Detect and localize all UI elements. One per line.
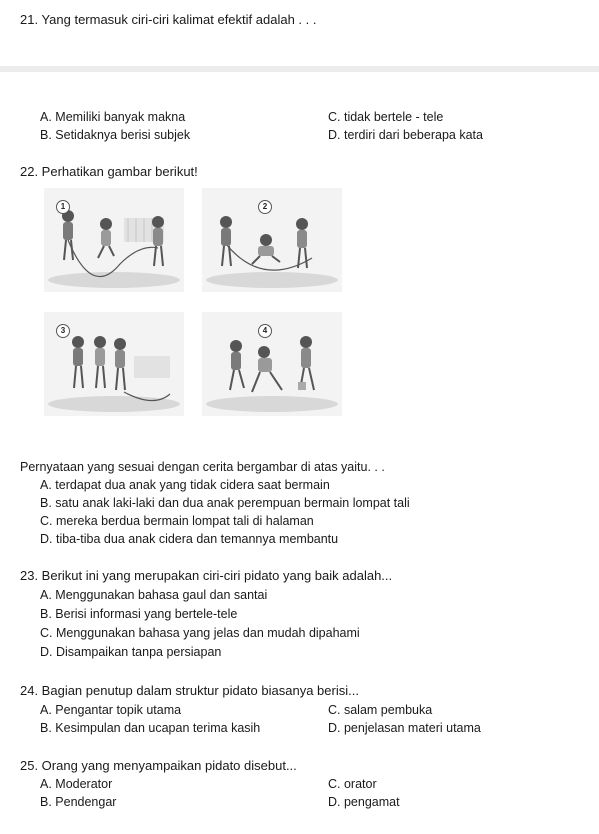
q22-option-c[interactable]: C. mereka berdua bermain lompat tali di halaman [40,514,314,528]
story-panel-1 [44,188,184,292]
story-panel-3 [44,312,184,416]
question-22: 22. Perhatikan gambar berikut! [20,164,198,179]
q24-option-c[interactable]: C. salam pembuka [328,703,433,717]
q25-option-a[interactable]: A. Moderator [40,777,113,791]
panel-number-3: 3 [56,324,70,338]
children-sitting-illustration [202,312,342,416]
panel-number-4: 4 [258,324,272,338]
q22-option-d[interactable]: D. tiba-tiba dua anak cidera dan temannya membantu [40,532,339,546]
child-falls-illustration [202,188,342,292]
q23-option-a[interactable]: A. Menggunakan bahasa gaul dan santai [40,588,268,602]
q21-option-c[interactable]: C. tidak bertele - tele [328,110,444,124]
panel-number-2: 2 [258,200,272,214]
q22-statement: Pernyataan yang sesuai dengan cerita bergambar di atas yaitu. . . [20,460,385,474]
q21-option-a[interactable]: A. Memiliki banyak makna [40,110,186,124]
q24-option-d[interactable]: D. penjelasan materi utama [328,721,481,735]
q25-option-d[interactable]: D. pengamat [328,795,400,809]
q21-option-b[interactable]: B. Setidaknya berisi subjek [40,128,191,142]
q21-option-d[interactable]: D. terdiri dari beberapa kata [328,128,483,142]
q23-option-c[interactable]: C. Menggunakan bahasa yang jelas dan mudah dipahami [40,626,360,640]
q25-option-b[interactable]: B. Pendengar [40,795,117,809]
question-23: 23. Berikut ini yang merupakan ciri-ciri pidato yang baik adalah... [20,568,393,583]
q24-option-b[interactable]: B. Kesimpulan dan ucapan terima kasih [40,721,261,735]
story-panel-2 [202,188,342,292]
q23-option-b[interactable]: B. Berisi informasi yang bertele-tele [40,607,238,621]
panel-number-1: 1 [56,200,70,214]
q22-option-a[interactable]: A. terdapat dua anak yang tidak cidera saat bermain [40,478,330,492]
divider [0,66,599,72]
picture-story-figure [40,180,346,418]
q24-option-a[interactable]: A. Pengantar topik utama [40,703,182,717]
q25-option-c[interactable]: C. orator [328,777,377,791]
q22-option-b[interactable]: B. satu anak laki-laki dan dua anak perempuan bermain lompat tali [40,496,410,510]
story-panel-4 [202,312,342,416]
question-24: 24. Bagian penutup dalam struktur pidato biasanya berisi... [20,683,359,698]
question-21: 21. Yang termasuk ciri-ciri kalimat efektif adalah . . . [20,12,317,27]
q23-option-d[interactable]: D. Disampaikan tanpa persiapan [40,645,222,659]
question-25: 25. Orang yang menyampaikan pidato disebut... [20,758,297,773]
